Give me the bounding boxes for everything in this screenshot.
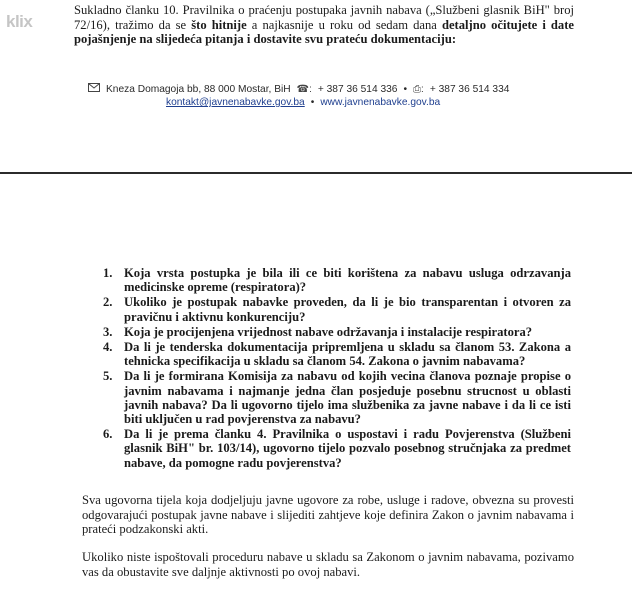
contact-email-link[interactable]: kontakt@javnenabavke.gov.ba (166, 97, 305, 108)
contact-row-address (88, 83, 509, 96)
intro-text-2: a najkasnije u roku od sedam dana (246, 17, 442, 32)
intro-text-1: Sukladno članku 10. Pravilnika o praćenju postupaka javnih nabava („Službeni glasnik BiH" broj 72/16), tražimo da se (74, 3, 574, 32)
intro-bold-1: što hitnije (191, 17, 247, 32)
page-divider (0, 172, 632, 174)
contact-website-link[interactable]: www.javnenabavke.gov.ba (320, 97, 441, 108)
list-item: 6. Da li je prema članku 4. Pravilnika o uspostavi i radu Povjerenstva (Službeni glasnik BiH" br. 103/14), ugovorno tijelo pozvalo posebnog stručnjaka za predmet nabave, da pomogne radu povjerenstva? (103, 427, 571, 470)
contact-fax: + 387 36 514 334 (429, 84, 510, 95)
contact-row-links (88, 96, 509, 109)
intro-bold-2: detaljno očitujete i date pojašnjenje na slijedeća pitanja i dostavite svu prateću dokumentaciju: (74, 17, 575, 46)
questions-list (103, 266, 571, 471)
list-item: 3. Koja je procijenjena vrijednost nabave održavanja i instalacije respiratora? (103, 324, 533, 339)
warning-paragraph: Ukoliko niste ispoštovali proceduru nabave u skladu sa Zakonom o javnim nabavama, pozivamo vas da obustavite sve daljnje aktivnosti po ovoj nabavi. (82, 550, 574, 579)
list-item: 4. Da li je tenderska dokumentacija pripremljena u skladu sa članom 53. Zakona a tehnicka specifikacija u skladu sa članom 54. Zakona o javnim nabavama? (103, 340, 571, 369)
list-item: 2. Ukoliko je postupak nabavke proveden, da li je bio transparentan i otvoren za pravičnu i aktivnu konkurenciju? (103, 295, 571, 324)
envelope-icon (88, 83, 100, 96)
list-item: 5. Da li je formirana Komisija za nabavu od kojih vecina članova poznaje propise o javnim nabavama i najmanje jedna član posjeduje posebnu strucnost u oblasti javnih nabava? Da li ugovorno tijelo ima službenika za javne nabave i da li ce isti biti uključen u rad povjerenstva za nabavu? (103, 369, 571, 427)
intro-paragraph (74, 3, 574, 47)
obligation-paragraph: Sva ugovorna tijela koja dodjeljuju javne ugovore za robe, usluge i radove, obvezna su provesti odgovarajući postupak javne nabave i slijediti zahtjeve koje definira Zakon o javnim nabavama i prateći podzakonski akti. (82, 493, 574, 537)
phone-icon: ☎: (296, 84, 312, 95)
contact-phone: + 387 36 514 336 (317, 84, 398, 95)
contact-separator: • (403, 84, 408, 95)
contact-separator: • (310, 97, 315, 108)
contact-block (88, 83, 509, 109)
watermark-logo: klix (6, 12, 33, 31)
list-item: 1. Koja vrsta postupka je bila ili ce biti korištena za nabavu usluga odrzavanja medicinske opreme (respiratora)? (103, 266, 571, 295)
fax-icon: ⎙: (413, 84, 424, 95)
contact-address: Kneza Domagoja bb, 88 000 Mostar, BiH (106, 84, 291, 95)
